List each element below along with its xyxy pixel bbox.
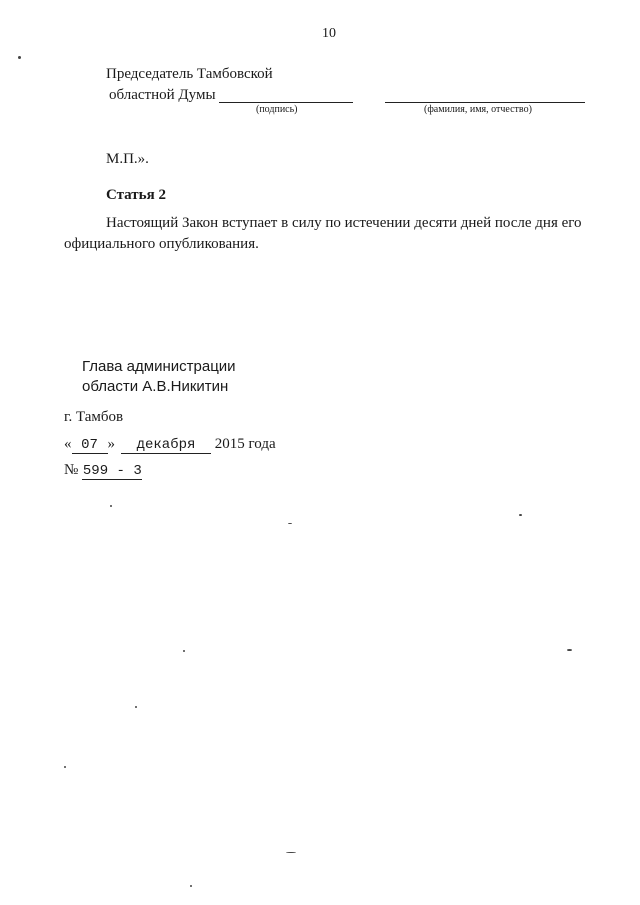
- stamp-mark: М.П.».: [106, 151, 149, 167]
- signature-caption: (подпись): [256, 104, 298, 115]
- scan-speck: [288, 523, 292, 524]
- scan-speck: [519, 514, 522, 516]
- scan-speck: [110, 505, 112, 507]
- date-row: [64, 436, 276, 454]
- number-value: 599 - 3: [82, 463, 142, 479]
- article-title: Статья 2: [106, 187, 166, 203]
- signature-line: [219, 102, 353, 103]
- scan-speck: [567, 649, 572, 651]
- date-year: 2015 года: [214, 436, 276, 452]
- number-symbol: №: [64, 462, 79, 478]
- article-body: Настоящий Закон вступает в силу по истечении десяти дней после дня его официального опубликования.: [64, 215, 582, 252]
- page-number: 10: [322, 26, 336, 41]
- city: г. Тамбов: [64, 409, 124, 425]
- governor-title-line-2: области А.В.Никитин: [82, 378, 229, 395]
- scan-speck: [18, 56, 21, 59]
- governor-title-line-1: Глава администрации: [82, 358, 236, 375]
- date-day: 07: [72, 437, 108, 454]
- name-caption: (фамилия, имя, отчество): [424, 104, 532, 115]
- date-open-quote: «: [64, 436, 72, 452]
- date-month: декабря: [121, 437, 211, 454]
- number-row: [64, 462, 142, 480]
- scan-speck: [183, 650, 185, 652]
- date-close-quote: »: [107, 436, 115, 452]
- scan-speck: [190, 885, 192, 887]
- scan-speck: [286, 852, 296, 853]
- scan-speck: [64, 766, 66, 768]
- name-line: [385, 102, 585, 103]
- chairman-title-line-2: областной Думы: [109, 87, 216, 103]
- scan-speck: [135, 706, 137, 708]
- chairman-title-line-1: Председатель Тамбовской: [106, 66, 273, 82]
